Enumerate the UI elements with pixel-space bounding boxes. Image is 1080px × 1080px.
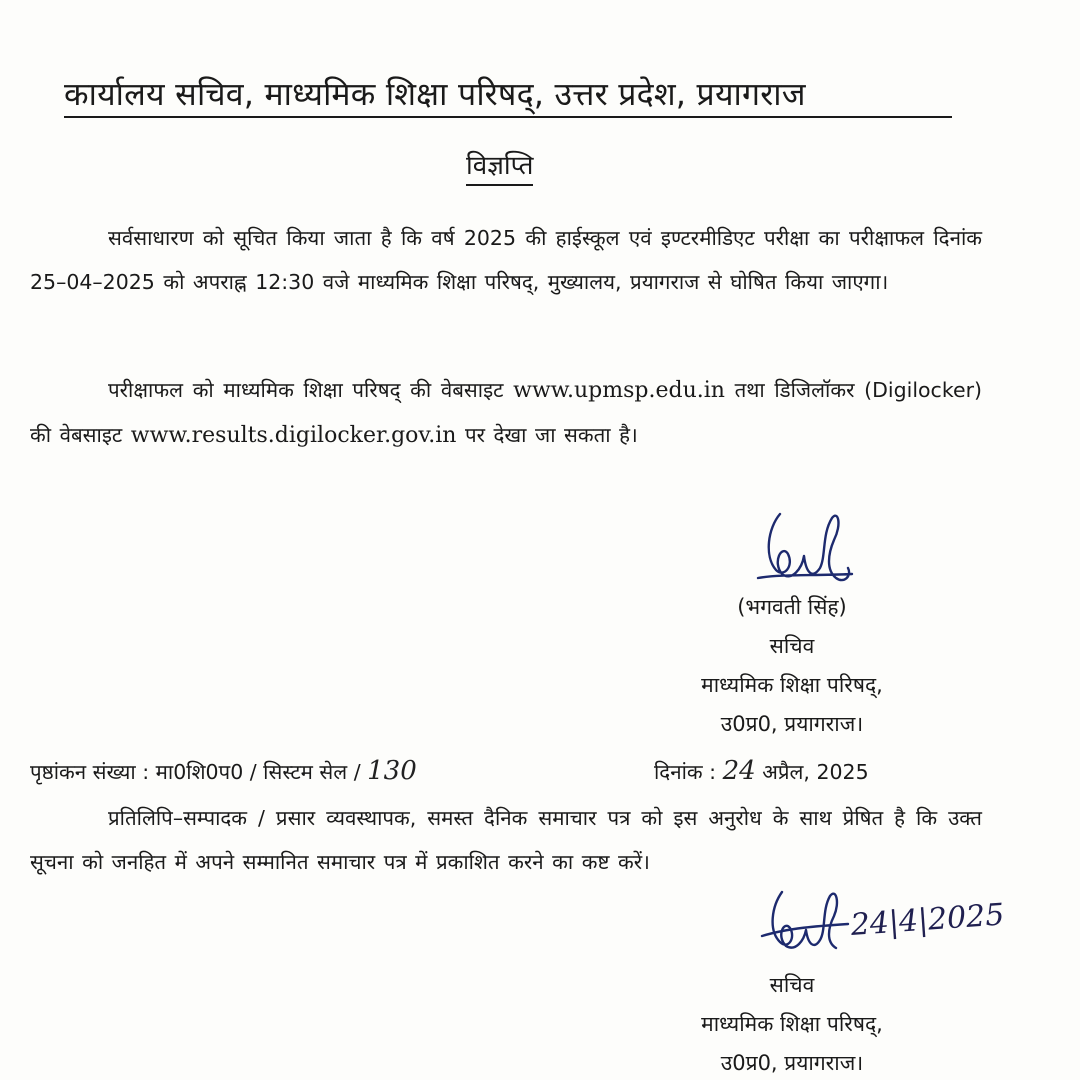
- office-title: कार्यालय सचिव, माध्यमिक शिक्षा परिषद्, उत्तर प्रदेश, प्रयागराज: [64, 75, 806, 113]
- endorsement-date-day-handwritten: 24: [722, 756, 756, 786]
- signatory2-organization: माध्यमिक शिक्षा परिषद्,: [701, 1012, 883, 1036]
- endorsement-number: [30, 756, 417, 786]
- signatory-block: [612, 588, 972, 744]
- signatory-block-2: [612, 966, 972, 1080]
- endorsement-date-rest: अप्रैल, 2025: [755, 760, 869, 784]
- signatory2-designation: सचिव: [769, 973, 815, 997]
- digilocker-website-url: www.results.digilocker.gov.in: [130, 423, 457, 448]
- endorsement-number-label: पृष्ठांकन संख्या : मा0शि0प0 / सिस्टम सेल /: [30, 760, 368, 784]
- endorsement-number-handwritten: 130: [367, 756, 417, 786]
- signatory-organization: माध्यमिक शिक्षा परिषद्,: [701, 673, 883, 697]
- handwritten-date: 24|4|2025: [849, 897, 1006, 943]
- website-paragraph-text-1: परीक्षाफल को माध्यमिक शिक्षा परिषद् की वेबसाइट: [108, 378, 514, 402]
- endorsement-date-label: दिनांक :: [654, 760, 723, 784]
- signatory2-location: उ0प्र0, प्रयागराज।: [720, 1051, 864, 1075]
- signatory-location: उ0प्र0, प्रयागराज।: [720, 712, 864, 736]
- signatory-designation: सचिव: [769, 634, 815, 658]
- website-paragraph: [30, 368, 982, 458]
- website-paragraph-text-3: पर देखा जा सकता है।: [456, 423, 638, 447]
- signatory-name: (भगवती सिंह): [737, 595, 847, 619]
- secretary-signature: [752, 504, 862, 588]
- endorsement-date: [654, 756, 869, 786]
- secretary-signature-2: [758, 884, 854, 960]
- office-title-underline: [64, 116, 952, 118]
- notice-title: विज्ञप्ति: [466, 146, 533, 186]
- copy-forwarding-paragraph: प्रतिलिपि–सम्पादक / प्रसार व्यवस्थापक, समस्त दैनिक समाचार पत्र को इस अनुरोध के साथ प्रेषित है कि उक्त सूचना को जनहित में अपने सम्मानित समाचार पत्र में प्रकाशित करने का कष्ट करें।: [30, 806, 982, 874]
- announcement-paragraph: सर्वसाधारण को सूचित किया जाता है कि वर्ष 2025 की हाईस्कूल एवं इण्टरमीडिएट परीक्षा का परीक्षाफल दिनांक 25–04–2025 को अपराह्न 12:30 वजे माध्यमिक शिक्षा परिषद्, मुख्यालय, प्रयागराज से घोषित किया जाएगा।: [30, 226, 982, 294]
- upmsp-website-url: www.upmsp.edu.in: [513, 378, 725, 403]
- website-paragraph-text-2: तथा डिजिलॉकर (Digilocker) की वेबसाइट: [30, 378, 983, 447]
